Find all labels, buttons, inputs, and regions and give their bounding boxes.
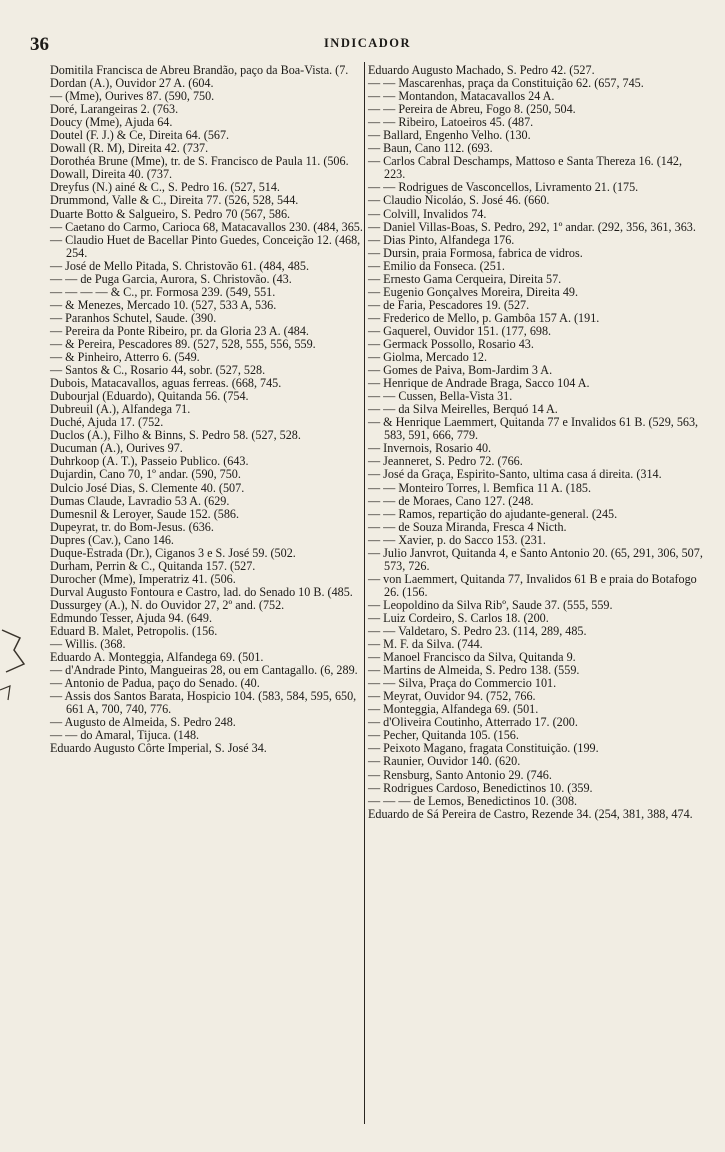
directory-entry: — (Mme), Ourives 87. (590, 750. [50, 89, 215, 104]
directory-entry: — — de Puga Garcia, Aurora, S. Christovão. (43. [50, 271, 292, 286]
directory-entry: Dussurgey (A.), N. do Ouvidor 27, 2º and. (752. [50, 597, 285, 612]
directory-entry: — — — de Lemos, Benedictinos 10. (308. [368, 793, 578, 808]
directory-entry: Doutel (F. J.) & Ce, Direita 64. (567. [50, 128, 230, 143]
directory-entry: Dulcio José Dias, S. Clemente 40. (507. [50, 480, 245, 495]
directory-entry: — Meyrat, Ouvidor 94. (752, 766. [368, 689, 536, 704]
directory-entry: — — Mascarenhas, praça da Constituição 62. (657, 745. [368, 76, 644, 91]
column-divider [364, 62, 365, 1124]
left-column [50, 64, 368, 755]
directory-entry: — Baun, Cano 112. (693. [368, 141, 493, 156]
directory-entry: Dordan (A.), Ouvidor 27 A. (604. [50, 76, 214, 91]
directory-entry: Duque-Estrada (Dr.), Ciganos 3 e S. José 59. (502. [50, 545, 296, 560]
directory-entry: Drummond, Valle & C., Direita 77. (526, 528, 544. [50, 193, 299, 208]
directory-entry: Eduardo Augusto Machado, S. Pedro 42. (527. [368, 63, 595, 77]
directory-entry: Dujardin, Cano 70, 1º andar. (590, 750. [50, 467, 241, 482]
directory-entry: — Raunier, Ouvidor 140. (620. [368, 754, 521, 769]
directory-entry: — Antonio de Padua, paço do Senado. (40. [50, 676, 260, 691]
directory-entry: Dowall, Direita 40. (737. [50, 167, 173, 182]
directory-entry: — Jeanneret, S. Pedro 72. (766. [368, 454, 523, 469]
directory-entry: Dubourjal (Eduardo), Quitanda 56. (754. [50, 389, 249, 404]
directory-entry: Dubois, Matacavallos, aguas ferreas. (668, 745. [50, 376, 282, 391]
right-column [368, 64, 704, 821]
directory-entry: — — da Silva Meirelles, Berquó 14 A. [368, 402, 558, 417]
directory-entry: — Invernois, Rosario 40. [368, 441, 492, 456]
directory-entry: Durval Augusto Fontoura e Castro, lad. do Senado 10 B. (485. [50, 584, 353, 599]
directory-entry: — & Pereira, Pescadores 89. (527, 528, 555, 556, 559. [50, 336, 316, 351]
directory-entry: Doucy (Mme), Ajuda 64. [50, 115, 173, 130]
directory-entry: — Paranhos Schutel, Saude. (390. [50, 310, 217, 325]
directory-entry: — Caetano do Carmo, Carioca 68, Matacavallos 230. (484, 365. [50, 219, 363, 234]
directory-entry: — Luiz Cordeiro, S. Carlos 18. (200. [368, 610, 549, 625]
directory-entry: — — Rodrigues de Vasconcellos, Livramento 21. (175. [368, 180, 639, 195]
directory-entry: — Manoel Francisco da Silva, Quitanda 9. [368, 650, 576, 665]
directory-entry: — Augusto de Almeida, S. Pedro 248. [50, 715, 236, 730]
directory-entry: — Henrique de Andrade Braga, Sacco 104 A. [368, 376, 590, 391]
directory-entry: — Willis. (368. [50, 637, 126, 652]
directory-entry: Dubreuil (A.), Alfandega 71. [50, 402, 191, 417]
directory-entry: Dumesnil & Leroyer, Saude 152. (586. [50, 506, 240, 521]
directory-entry: — José da Graça, Espirito-Santo, ultima casa á direita. (314. [368, 467, 662, 482]
directory-entry: Duclos (A.), Filho & Binns, S. Pedro 58. (527, 528. [50, 428, 301, 443]
directory-entry: — José de Mello Pitada, S. Christovão 61. (484, 485. [50, 258, 309, 273]
directory-entry: — — Montandon, Matacavallos 24 A. [368, 89, 555, 104]
directory-entry: — — Valdetaro, S. Pedro 23. (114, 289, 485. [368, 624, 587, 639]
directory-entry: — Monteggia, Alfandega 69. (501. [368, 702, 539, 717]
directory-entry: Edmundo Tesser, Ajuda 94. (649. [50, 610, 212, 625]
directory-entry: — Julio Janvrot, Quitanda 4, e Santo Antonio 20. (65, 291, 306, 507, 573, 726. [368, 545, 703, 573]
directory-entry: Dowall (R. M), Direita 42. (737. [50, 141, 209, 156]
directory-entry: — & Menezes, Mercado 10. (527, 533 A, 536. [50, 297, 277, 312]
directory-entry: — — Cussen, Bella-Vista 31. [368, 389, 513, 404]
directory-entry: — Rensburg, Santo Antonio 29. (746. [368, 767, 552, 782]
directory-entry: Eduardo de Sá Pereira de Castro, Rezende 34. (254, 381, 388, 474. [368, 806, 693, 821]
directory-entry: — Ballard, Engenho Velho. (130. [368, 128, 531, 143]
directory-entry: — Dias Pinto, Alfandega 176. [368, 232, 515, 247]
directory-entry: — Pecher, Quitanda 105. (156. [368, 728, 519, 743]
directory-entry: — Daniel Villas-Boas, S. Pedro, 292, 1º andar. (292, 356, 361, 363. [368, 219, 696, 234]
directory-entry: — Colvill, Invalidos 74. [368, 206, 487, 221]
directory-entry: — — Ribeiro, Latoeiros 45. (487. [368, 115, 534, 130]
directory-entry: — Dursin, praia Formosa, fabrica de vidros. [368, 245, 583, 260]
directory-entry: Duhrkoop (A. T.), Passeio Publico. (643. [50, 454, 249, 469]
directory-entry: — Claudio Huet de Bacellar Pinto Guedes, Conceição 12. (468, 254. [50, 232, 361, 260]
directory-entry: — Pereira da Ponte Ribeiro, pr. da Gloria 23 A. (484. [50, 323, 309, 338]
directory-entry: — d'Andrade Pinto, Mangueiras 28, ou em Cantagallo. (6, 289. [50, 663, 358, 678]
directory-entry: — de Faria, Pescadores 19. (527. [368, 297, 530, 312]
directory-entry: Eduardo A. Monteggia, Alfandega 69. (501. [50, 650, 264, 665]
directory-entry: Duarte Botto & Salgueiro, S. Pedro 70 (567, 586. [50, 206, 291, 221]
directory-entry: — & Henrique Laemmert, Quitanda 77 e Invalidos 61 B. (529, 563, 583, 591, 666, 779. [368, 415, 699, 443]
directory-entry: — — Xavier, p. do Sacco 153. (231. [368, 532, 546, 547]
page-header [30, 34, 705, 56]
directory-entry: Dorothéa Brune (Mme), tr. de S. Francisco de Paula 11. (506. [50, 154, 349, 169]
directory-entry: — Santos & C., Rosario 44, sobr. (527, 528. [50, 363, 266, 378]
directory-entry: — Claudio Nicoláo, S. José 46. (660. [368, 193, 550, 208]
directory-entry: — Gaquerel, Ouvidor 151. (177, 698. [368, 323, 552, 338]
directory-entry: Dupeyrat, tr. do Bom-Jesus. (636. [50, 519, 214, 534]
directory-entry: — Rodrigues Cardoso, Benedictinos 10. (359. [368, 780, 593, 795]
margin-ink-mark-icon [0, 620, 30, 710]
directory-entry: — — Pereira de Abreu, Fogo 8. (250, 504. [368, 102, 576, 117]
directory-entry: — Carlos Cabral Deschamps, Mattoso e Santa Thereza 16. (142, 223. [368, 154, 683, 182]
directory-entry: — Assis dos Santos Barata, Hospicio 104. (583, 584, 595, 650, 661 A, 700, 740, 776. [50, 689, 357, 717]
directory-entry: Dreyfus (N.) ainé & C., S. Pedro 16. (527, 514. [50, 180, 280, 195]
directory-entry: Eduardo Augusto Côrte Imperial, S. José 34. [50, 741, 267, 756]
page-number: 36 [30, 34, 49, 55]
directory-entry: — — Silva, Praça do Commercio 101. [368, 676, 557, 691]
directory-entry: — — Monteiro Torres, l. Bemfica 11 A. (185. [368, 480, 592, 495]
directory-entry: Ducuman (A.), Ourives 97. [50, 441, 183, 456]
directory-entry: — Martins de Almeida, S. Pedro 138. (559. [368, 663, 580, 678]
directory-entry: — M. F. da Silva. (744. [368, 637, 483, 652]
directory-entry: Durocher (Mme), Imperatriz 41. (506. [50, 571, 236, 586]
directory-entry: — Giolma, Mercado 12. [368, 350, 488, 365]
directory-entry: — Emilio da Fonseca. (251. [368, 258, 505, 273]
directory-entry: — Germack Possollo, Rosario 43. [368, 336, 534, 351]
directory-entry: — Leopoldino da Silva Ribº, Saude 37. (555, 559. [368, 597, 613, 612]
directory-entry: Domitila Francisca de Abreu Brandão, paço da Boa-Vista. (7. [50, 63, 349, 77]
directory-entry: — — — — & C., pr. Formosa 239. (549, 551. [50, 284, 276, 299]
directory-entry: Dumas Claude, Lavradio 53 A. (629. [50, 493, 230, 508]
directory-entry: Doré, Larangeiras 2. (763. [50, 102, 179, 117]
directory-entry: — — de Moraes, Cano 127. (248. [368, 493, 534, 508]
directory-entry: — von Laemmert, Quitanda 77, Invalidos 61 B e praia do Botafogo 26. (156. [368, 571, 697, 599]
directory-entry: — & Pinheiro, Atterro 6. (549. [50, 350, 200, 365]
running-title: INDICADOR [323, 36, 412, 50]
directory-entry: — Eugenio Gonçalves Moreira, Direita 49. [368, 284, 579, 299]
directory-entry: — — do Amaral, Tijuca. (148. [50, 728, 200, 743]
directory-entry: Dupres (Cav.), Cano 146. [50, 532, 174, 547]
directory-entry: — Peixoto Magano, fragata Constituição. (199. [368, 741, 599, 756]
directory-entry: — Frederico de Mello, p. Gambôa 157 A. (191. [368, 310, 600, 325]
directory-entry: Durham, Perrin & C., Quitanda 157. (527. [50, 558, 256, 573]
directory-entry: — — de Souza Miranda, Fresca 4 Nicth. [368, 519, 567, 534]
directory-entry: Duché, Ajuda 17. (752. [50, 415, 164, 430]
directory-entry: — Ernesto Gama Cerqueira, Direita 57. [368, 271, 562, 286]
directory-entry: Eduard B. Malet, Petropolis. (156. [50, 624, 218, 639]
directory-entry: — Gomes de Paiva, Bom-Jardim 3 A. [368, 363, 553, 378]
directory-entry: — — Ramos, repartição do ajudante-general. (245. [368, 506, 618, 521]
directory-entry: — d'Oliveira Coutinho, Atterrado 17. (200. [368, 715, 578, 730]
